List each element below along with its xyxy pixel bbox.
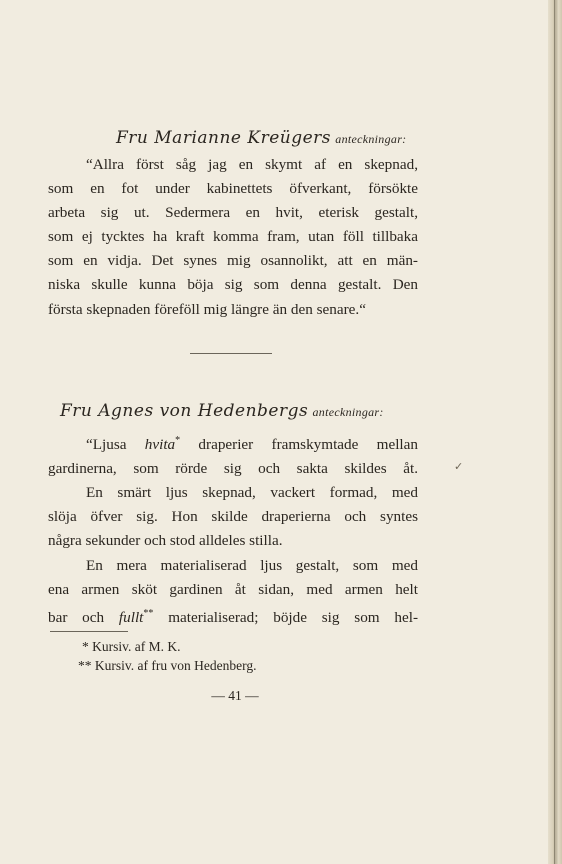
text-fragment: bar och <box>48 608 105 626</box>
text-line <box>48 602 418 630</box>
text-line: slöja öfver sig. Hon skilde draperierna och syntes <box>48 508 418 526</box>
page-edge-line <box>554 0 555 864</box>
text-line: En smärt ljus skepnad, vackert formad, med <box>86 484 418 502</box>
text-line: gardinerna, som rörde sig och sakta skildes åt. <box>48 460 418 478</box>
heading-suffix: anteckningar: <box>312 405 384 419</box>
footnote-rule <box>50 631 128 632</box>
text-line: som ej tycktes ha kraft komma fram, utan föll tillbaka <box>48 228 418 246</box>
text-line: första skepnaden föreföll mig längre än den senare.“ <box>48 300 366 318</box>
margin-pencil-mark: ✓ <box>454 461 464 473</box>
text-line: några sekunder och stod alldeles stilla. <box>48 532 283 550</box>
section-divider <box>190 353 272 354</box>
text-line: ena armen sköt gardinen åt sidan, med armen helt <box>48 580 418 598</box>
text-fragment: materialiserad; böjde sig som hel- <box>168 608 419 626</box>
section-heading-hedenberg <box>60 401 384 421</box>
heading-suffix: anteckningar: <box>335 132 407 146</box>
text-line: “Allra först såg jag en skymt af en skepnad, <box>86 156 418 173</box>
section-heading-kreuger <box>116 128 406 148</box>
text-line <box>48 429 418 457</box>
text-fragment: “Ljusa <box>86 436 127 454</box>
italic-word: fullt <box>118 608 144 626</box>
heading-name: Fru Agnes von Hedenbergs <box>60 401 309 421</box>
text-line: som en vidja. Det synes mig osannolikt, att en män- <box>48 252 418 270</box>
italic-word: hvita <box>144 436 176 454</box>
paragraph-hedenberg <box>48 429 418 630</box>
footnote-marker: ** <box>143 607 154 619</box>
text-line: niska skulle kunna böja sig som denna gestalt. Den <box>48 276 418 294</box>
text-line: En mera materialiserad ljus gestalt, som med <box>86 556 418 574</box>
page-edge <box>548 0 562 864</box>
footnote: * Kursiv. af M. K. <box>82 639 181 654</box>
page-number: — 41 — <box>211 688 259 703</box>
footnote: ** Kursiv. af fru von Hedenberg. <box>78 658 257 673</box>
text-fragment: draperier framskymtade mellan <box>198 436 418 454</box>
footnotes <box>78 637 256 675</box>
text-line: arbeta sig ut. Sedermera en hvit, eterisk gestalt, <box>48 204 418 222</box>
paragraph-kreuger <box>48 153 418 322</box>
heading-name: Fru Marianne Kreügers <box>116 128 332 148</box>
footnote-marker: * <box>175 435 181 446</box>
text-line: som en fot under kabinettets öfverkant, försökte <box>48 180 418 198</box>
